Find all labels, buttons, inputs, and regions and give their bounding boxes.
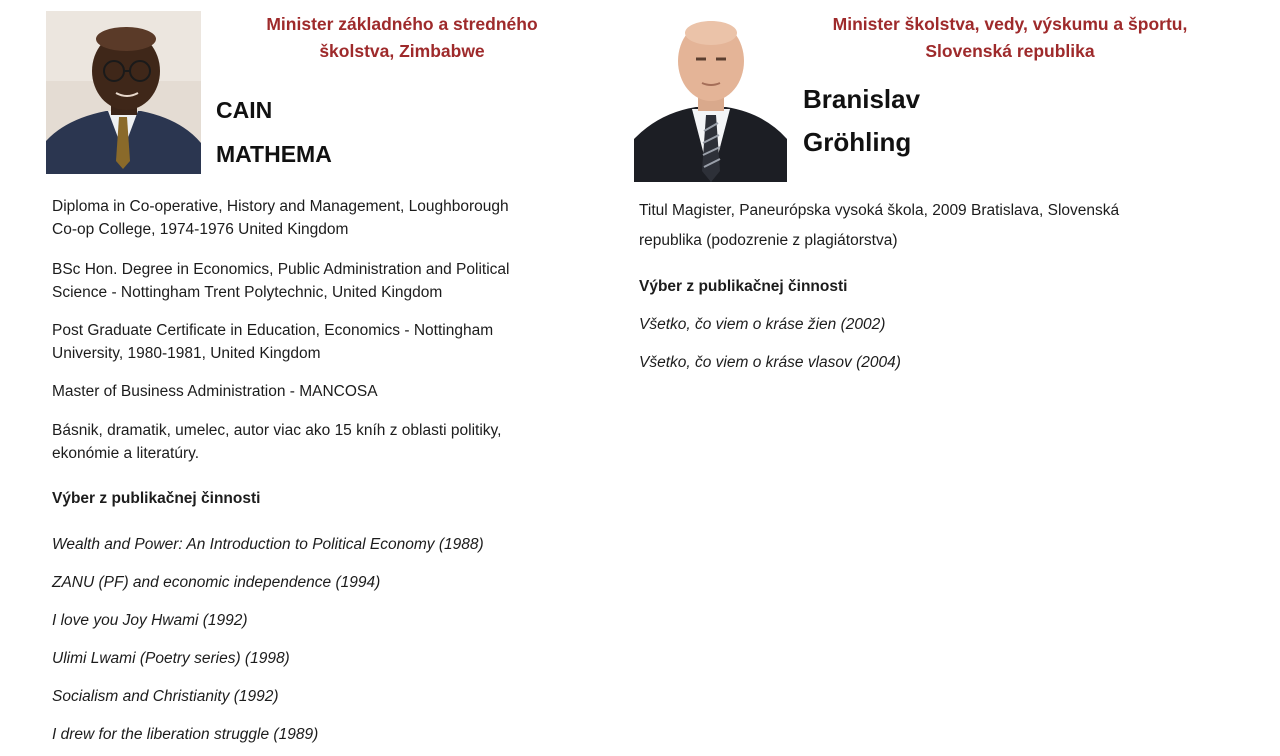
publications-heading: Výber z publikačnej činnosti: [52, 490, 261, 507]
education-item: Titul Magister, Paneurópska vysoká škola, 2009 Bratislava, Slovenská republika (podozrenie z plagiátorstva): [639, 202, 1120, 249]
education-item: Master of Business Administration - MANCOSA: [52, 383, 378, 400]
portrait-photo: [46, 11, 201, 174]
education-item: Diploma in Co-operative, History and Management, Loughborough Co-op College, 1974-1976 United Kingdom: [52, 198, 509, 238]
publication-item: I drew for the liberation struggle (1989): [52, 726, 319, 743]
minister-role-title: Minister školstva, vedy, výskumu a športu, Slovenská republika: [832, 14, 1188, 61]
minister-role-title: Minister základného a stredného školstva, Zimbabwe: [266, 14, 538, 61]
bio-item: Básnik, dramatik, umelec, autor viac ako 15 kníh z oblasti politiky, ekonómie a literatúry.: [52, 422, 502, 462]
publication-item: Socialism and Christianity (1992): [52, 688, 279, 705]
publications-heading: Výber z publikačnej činnosti: [639, 278, 848, 295]
portrait-photo: [634, 11, 787, 182]
publication-item: Ulimi Lwami (Poetry series) (1998): [52, 650, 290, 667]
education-item: Post Graduate Certificate in Education, Economics - Nottingham University, 1980-1981, United Kingdom: [52, 322, 494, 362]
publication-item: ZANU (PF) and economic independence (1994): [52, 574, 381, 591]
publication-item: I love you Joy Hwami (1992): [52, 612, 248, 629]
minister-name: CAIN MATHEMA: [216, 97, 332, 167]
education-item: BSc Hon. Degree in Economics, Public Administration and Political Science - Nottingham Trent Polytechnic, United Kingdom: [52, 261, 510, 301]
publication-item: Wealth and Power: An Introduction to Political Economy (1988): [52, 536, 484, 553]
right-profile: [620, 0, 1280, 756]
publication-item: Všetko, čo viem o kráse žien (2002): [639, 316, 886, 333]
left-profile: [0, 0, 620, 756]
minister-name: Branislav Gröhling: [803, 84, 921, 157]
publication-item: Všetko, čo viem o kráse vlasov (2004): [639, 354, 901, 371]
